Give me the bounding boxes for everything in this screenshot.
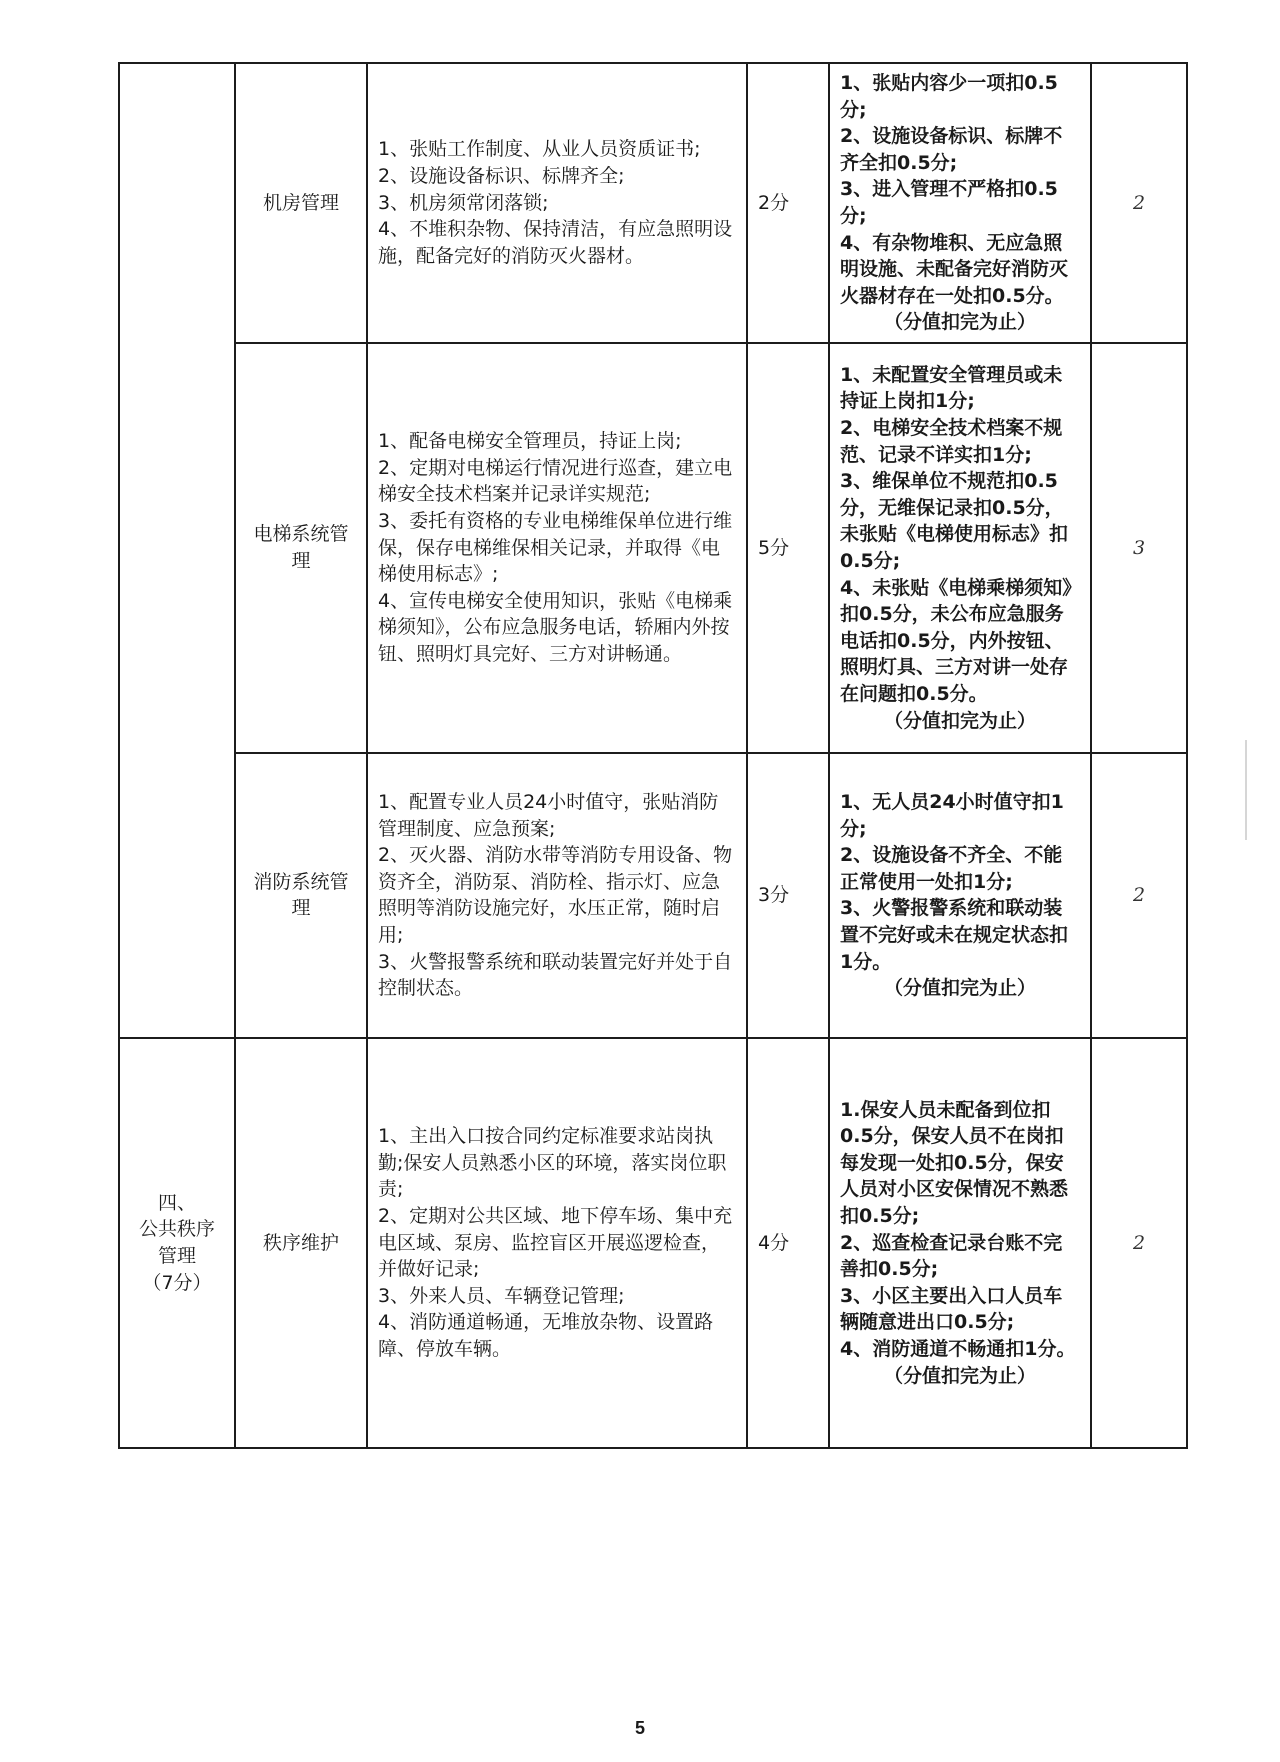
- category-cell: 四、 公共秩序 管理 （7分）: [119, 1038, 235, 1448]
- handwritten-score: 2: [1091, 1038, 1187, 1448]
- deductions-cell: 1、无人员24小时值守扣1分; 2、设施设备不齐全、不能正常使用一处扣1分; 3、火警报警系统和联动装置不完好或未在规定状态扣1分。 （分值扣完为止）: [829, 753, 1091, 1038]
- requirements-cell: 1、张贴工作制度、从业人员资质证书; 2、设施设备标识、标牌齐全; 3、机房须常闭落锁; 4、不堆积杂物、保持清洁，有应急照明设施，配备完好的消防灭火器材。: [367, 63, 747, 343]
- requirements-cell: 1、配置专业人员24小时值守，张贴消防管理制度、应急预案; 2、灭火器、消防水带等消防专用设备、物资齐全，消防泵、消防栓、指示灯、应急照明等消防设施完好，水压正常，随时启用; 3、火警报警系统和联动装置完好并处于自控制状态。: [367, 753, 747, 1038]
- score-cell: 2分: [747, 63, 829, 343]
- table-row: [119, 63, 1187, 343]
- item-name: 电梯系统管理: [235, 343, 367, 753]
- handwritten-score: 2: [1091, 753, 1187, 1038]
- requirements-cell: 1、配备电梯安全管理员，持证上岗; 2、定期对电梯运行情况进行巡查，建立电梯安全技术档案并记录详实规范; 3、委托有资格的专业电梯维保单位进行维保，保存电梯维保相关记录，并取得《电梯使用标志》; 4、宣传电梯安全使用知识，张贴《电梯乘梯须知》，公布应急服务电话，轿厢内外按钮、照明灯具完好、三方对讲畅通。: [367, 343, 747, 753]
- assessment-table: [118, 62, 1188, 1449]
- deductions-cell: 1、张贴内容少一项扣0.5分; 2、设施设备标识、标牌不齐全扣0.5分; 3、进入管理不严格扣0.5分; 4、有杂物堆积、无应急照明设施、未配备完好消防灭火器材存在一处扣0.5分。 （分值扣完为止）: [829, 63, 1091, 343]
- page-number: 5: [634, 1718, 645, 1738]
- score-cell: 4分: [747, 1038, 829, 1448]
- item-name: 消防系统管理: [235, 753, 367, 1038]
- table-row: [119, 1038, 1187, 1448]
- deductions-cell: 1、未配置安全管理员或未持证上岗扣1分; 2、电梯安全技术档案不规范、记录不详实扣1分; 3、维保单位不规范扣0.5分，无维保记录扣0.5分，未张贴《电梯使用标志》扣0.5分; 4、未张贴《电梯乘梯须知》扣0.5分，未公布应急服务电话扣0.5分，内外按钮、照明灯具、三方对讲一处存在问题扣0.5分。 （分值扣完为止）: [829, 343, 1091, 753]
- category-cell-continued: [119, 63, 235, 1038]
- item-name: 机房管理: [235, 63, 367, 343]
- scan-edge-mark: [1245, 740, 1247, 840]
- table-row: [119, 753, 1187, 1038]
- table-row: [119, 343, 1187, 753]
- score-cell: 3分: [747, 753, 829, 1038]
- handwritten-score: 2: [1091, 63, 1187, 343]
- score-cell: 5分: [747, 343, 829, 753]
- item-name: 秩序维护: [235, 1038, 367, 1448]
- requirements-cell: 1、主出入口按合同约定标准要求站岗执勤;保安人员熟悉小区的环境，落实岗位职责; 2、定期对公共区域、地下停车场、集中充电区域、泵房、监控盲区开展巡逻检查，并做好记录; 3、外来人员、车辆登记管理; 4、消防通道畅通，无堆放杂物、设置路障、停放车辆。: [367, 1038, 747, 1448]
- handwritten-score: 3: [1091, 343, 1187, 753]
- deductions-cell: 1.保安人员未配备到位扣0.5分，保安人员不在岗扣每发现一处扣0.5分，保安人员对小区安保情况不熟悉扣0.5分; 2、巡查检查记录台账不完善扣0.5分; 3、小区主要出入口人员车辆随意进出口0.5分; 4、消防通道不畅通扣1分。 （分值扣完为止）: [829, 1038, 1091, 1448]
